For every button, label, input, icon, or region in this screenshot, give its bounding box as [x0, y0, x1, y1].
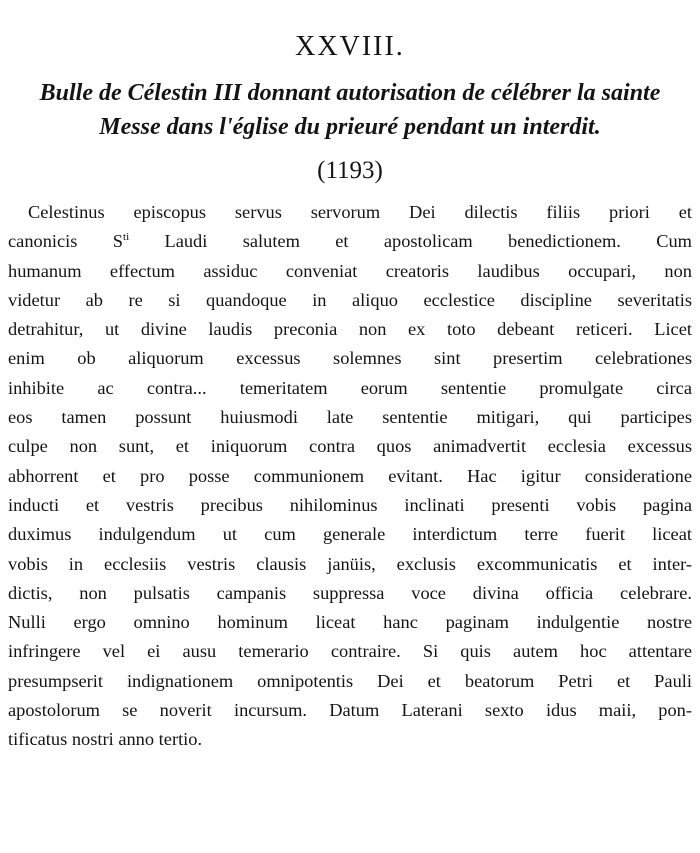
body-line: abhorrent et pro posse communionem evitant. Hac igitur consideratione [8, 465, 692, 486]
body-line: humanum effectum assiduc conveniat creatoris laudibus occupari, non [8, 260, 692, 281]
body-line: tificatus nostri anno tertio. [8, 729, 203, 750]
body-line: Celestinus episcopus servus servorum Dei dilectis filiis priori et [28, 202, 692, 222]
saint-abbreviation-superscript: ti [123, 231, 130, 244]
body-line: videtur ab re si quandoque in aliquo ecclestice discipline severitatis [8, 289, 692, 310]
charter-title [8, 76, 692, 144]
charter-date: (1193) [317, 157, 383, 184]
body-line: infringere vel ei ausu temerario contraire. Si quis autem hoc attentare [8, 641, 692, 662]
body-line: apostolorum se noverit incursum. Datum Laterani sexto idus maii, pon- [8, 700, 692, 721]
title-line: Bulle de Célestin III donnant autorisation de célébrer la sainte [39, 80, 661, 106]
body-line: dictis, non pulsatis campanis suppressa voce divina officia celebrare. [8, 582, 692, 603]
body-line: detrahitur, ut divine laudis preconia non ex toto debeant reticeri. Licet [8, 319, 692, 340]
body-line: vobis in ecclesiis vestris clausis janüis, exclusis excommunicatis et inter- [8, 553, 692, 574]
body-line: inhibite ac contra... temeritatem eorum sententie promulgate circa [8, 377, 692, 398]
body-line: eos tamen possunt huiusmodi late sententie mitigari, qui participes [8, 407, 692, 428]
body-line: presumpserit indignationem omnipotentis Dei et beatorum Petri et Pauli [8, 670, 692, 691]
body-line: duximus indulgendum ut cum generale interdictum terre fuerit liceat [8, 524, 692, 545]
body-line: Nulli ergo omnino hominum liceat hanc paginam indulgentie nostre [8, 612, 692, 633]
charter-number: XXVIII. [295, 31, 405, 62]
title-line: Messe dans l'église du prieuré pendant un interdit. [99, 114, 601, 140]
charter-body [8, 198, 692, 755]
body-line: inducti et vestris precibus nihilominus inclinati presenti vobis pagina [8, 494, 692, 515]
body-line-text: canonicis [8, 231, 113, 252]
body-line-text: Laudi salutem et apostolicam benedictionem. Cum [129, 231, 692, 252]
saint-abbreviation: S [112, 231, 124, 252]
body-line [8, 227, 692, 256]
body-line: culpe non sunt, et iniquorum contra quos animadvertit ecclesia excessus [8, 436, 692, 457]
body-line: enim ob aliquorum excessus solemnes sint presertim celebrationes [8, 348, 692, 369]
